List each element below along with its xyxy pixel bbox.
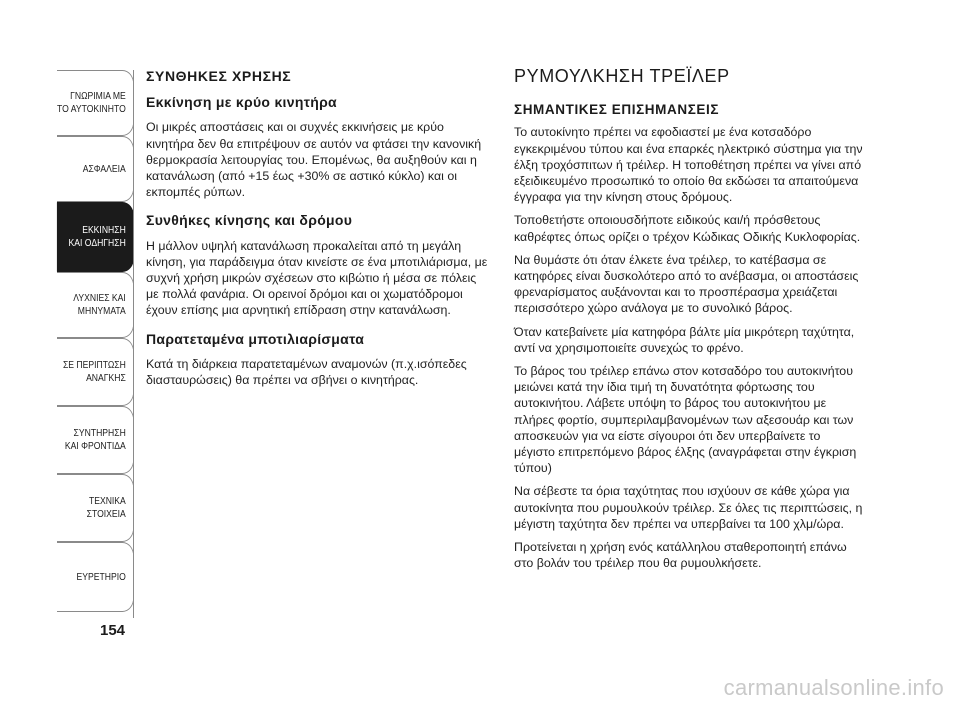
- left-column: [146, 68, 492, 400]
- paragraph-gear: Όταν κατεβαίνετε μία κατηφόρα βάλτε μία μικρότερη ταχύτητα, αντί να χρησιμοποιείτε συνεχώς το φρένο.: [514, 324, 855, 355]
- sidebar-tab-technical-data[interactable]: [57, 474, 134, 542]
- sidebar-tab-label: ΣΤΟΙΧΕΙΑ: [86, 508, 126, 520]
- sidebar-tab-lights-messages[interactable]: [57, 272, 134, 338]
- sidebar-tab-emergency[interactable]: [57, 338, 134, 406]
- sidebar-divider: [133, 70, 134, 618]
- paragraph-road-conditions: Η μάλλον υψηλή κατανάλωση προκαλείται από τη μεγάλη κίνηση, για παράδειγμα όταν κινείστε σε ένα μποτιλιάρισμα, με συχνή χρήση μικρών σχέσεων στο κιβώτιο ή μέσα σε πόλεις με πολλά φανάρια. Οι ορεινοί δρόμοι και οι χωματόδρομοι έχουν επίσης μια αρνητική επίδραση στην κατανάλωση.: [146, 238, 488, 318]
- heading-cold-start: Εκκίνηση με κρύο κινητήρα: [146, 94, 337, 111]
- sidebar-tab-label: ΛΥΧΝΙΕΣ ΚΑΙ: [73, 292, 126, 304]
- heading-traffic-jams: Παρατεταμένα μποτιλιαρίσματα: [146, 330, 365, 347]
- paragraph-weight: Το βάρος του τρέιλερ επάνω στον κοτσαδόρο του αυτοκινήτου μειώνει κατά την ίδια τιμή τη δυνατότητα φόρτωσης του αυτοκινήτου. Λάβετε υπόψη το βάρος του αυτοκινήτου με πλήρες φορτίο, συμπεριλαμβανομένων των αξεσουάρ και των αποσκευών για να είστε σίγουροι ότι δεν υπερβαίνετε το μέγιστο επιτρεπόμενο βάρος έλξης (αναγράφεται στην έγκριση τύπου): [514, 364, 857, 476]
- paragraph-traffic-jams: Κατά τη διάρκεια παρατεταμένων αναμονών (π.χ.ισόπεδες διασταυρώσεις) θα πρέπει να σβήνει ο κινητήρας.: [146, 356, 467, 388]
- paragraph-hitch: Το αυτοκίνητο πρέπει να εφοδιαστεί με ένα κοτσαδόρο εγκεκριμένου τύπου και ένα επαρκές ηλεκτρικό σύστημα για την έλξη τροχόσπιτων ή τρέιλερ. Η τοποθέτηση πρέπει να γίνει από εξειδικευμένο προσωπικό το οποίο θα εκδώσει τα απαιτούμενα έγγραφα για την κίνηση στους δρόμους.: [514, 125, 863, 205]
- sidebar-tab-label: ΣΕ ΠΕΡΙΠΤΩΣΗ: [62, 359, 126, 371]
- sidebar-tab-label: ΓΝΩΡΙΜΙΑ ΜΕ: [70, 90, 126, 102]
- page-number: 154: [100, 622, 126, 639]
- sidebar-tab-label: ΕΥΡΕΤΗΡΙΟ: [76, 570, 126, 583]
- sidebar-tab-label: ΣΥΝΤΗΡΗΣΗ: [73, 427, 126, 439]
- paragraph-cold-start: Οι μικρές αποστάσεις και οι συχνές εκκινήσεις με κρύο κινητήρα δεν θα επιτρέψουν σε αυτόν να φτάσει την κανονική θερμοκρασία λειτουργίας του. Επομένως, θα αυξηθούν και η κατανάλωση (από +15 έως +30% σε αστικό κύκλο) και οι εκπομπές ρύπων.: [146, 120, 482, 200]
- sidebar-tab-getting-to-know[interactable]: [57, 70, 134, 136]
- sidebar-tab-label: ΑΣΦΑΛΕΙΑ: [82, 162, 126, 175]
- sidebar-tab-safety[interactable]: [57, 136, 134, 202]
- sidebar-tab-maintenance[interactable]: [57, 406, 134, 474]
- sidebar-tab-label: ΜΗΝΥΜΑΤΑ: [77, 305, 126, 317]
- sidebar-tab-starting-driving[interactable]: [57, 202, 134, 272]
- paragraph-stabilizer: Προτείνεται η χρήση ενός κατάλληλου σταθεροποιητή επάνω στο βολάν του τρέιλερ που θα ρυμουλκήσετε.: [514, 540, 847, 571]
- paragraph-mirrors: Τοποθετήστε οποιουσδήποτε ειδικούς και/ή πρόσθετους καθρέφτες όπως ορίζει ο τρέχον Κώδικας Οδικής Κυκλοφορίας.: [514, 213, 861, 244]
- sidebar-tab-label: ΑΝΑΓΚΗΣ: [86, 372, 126, 384]
- paragraph-speed-limits: Να σέβεστε τα όρια ταχύτητας που ισχύουν σε κάθε χώρα για αυτοκίνητα που ρυμουλκούν τρέιλερ. Σε όλες τις περιπτώσεις, η μέγιστη ταχύτητα δεν πρέπει να υπερβαίνει τα 100 χλμ/ώρα.: [514, 484, 863, 531]
- subtitle-important-notes: ΣΗΜΑΝΤΙΚΕΣ ΕΠΙΣΗΜΑΝΣΕΙΣ: [514, 102, 720, 118]
- right-column: [514, 68, 864, 578]
- sidebar-tab-label: ΚΑΙ ΟΔΗΓΗΣΗ: [68, 237, 126, 249]
- chapter-sidebar: [40, 70, 134, 612]
- page-title: ΡΥΜΟΥΛΚΗΣΗ ΤΡΕΪΛΕΡ: [514, 66, 730, 86]
- sidebar-tab-label: ΕΚΚΙΝΗΣΗ: [82, 224, 126, 236]
- section-title: ΣΥΝΘΗΚΕΣ ΧΡΗΣΗΣ: [146, 68, 292, 84]
- sidebar-tab-label: ΤΟ ΑΥΤΟΚΙΝΗΤΟ: [57, 103, 126, 115]
- sidebar-tab-index[interactable]: [57, 542, 134, 612]
- watermark: carmanualsonline.info: [723, 675, 944, 700]
- heading-road-conditions: Συνθήκες κίνησης και δρόμου: [146, 212, 353, 229]
- sidebar-tab-label: ΤΕΧΝΙΚΑ: [88, 495, 126, 507]
- sidebar-tab-label: ΚΑΙ ΦΡΟΝΤΙΔΑ: [64, 440, 126, 452]
- paragraph-downhill: Να θυμάστε ότι όταν έλκετε ένα τρέιλερ, το κατέβασμα σε κατηφόρες είναι δυσκολότερο από το ανέβασμα, οι αποστάσεις φρεναρίσματος αυξάνονται και το προσπέρασμα χρειάζεται περισσότερο χώρο ανάλογα με το συνολικό βάρος.: [514, 252, 859, 316]
